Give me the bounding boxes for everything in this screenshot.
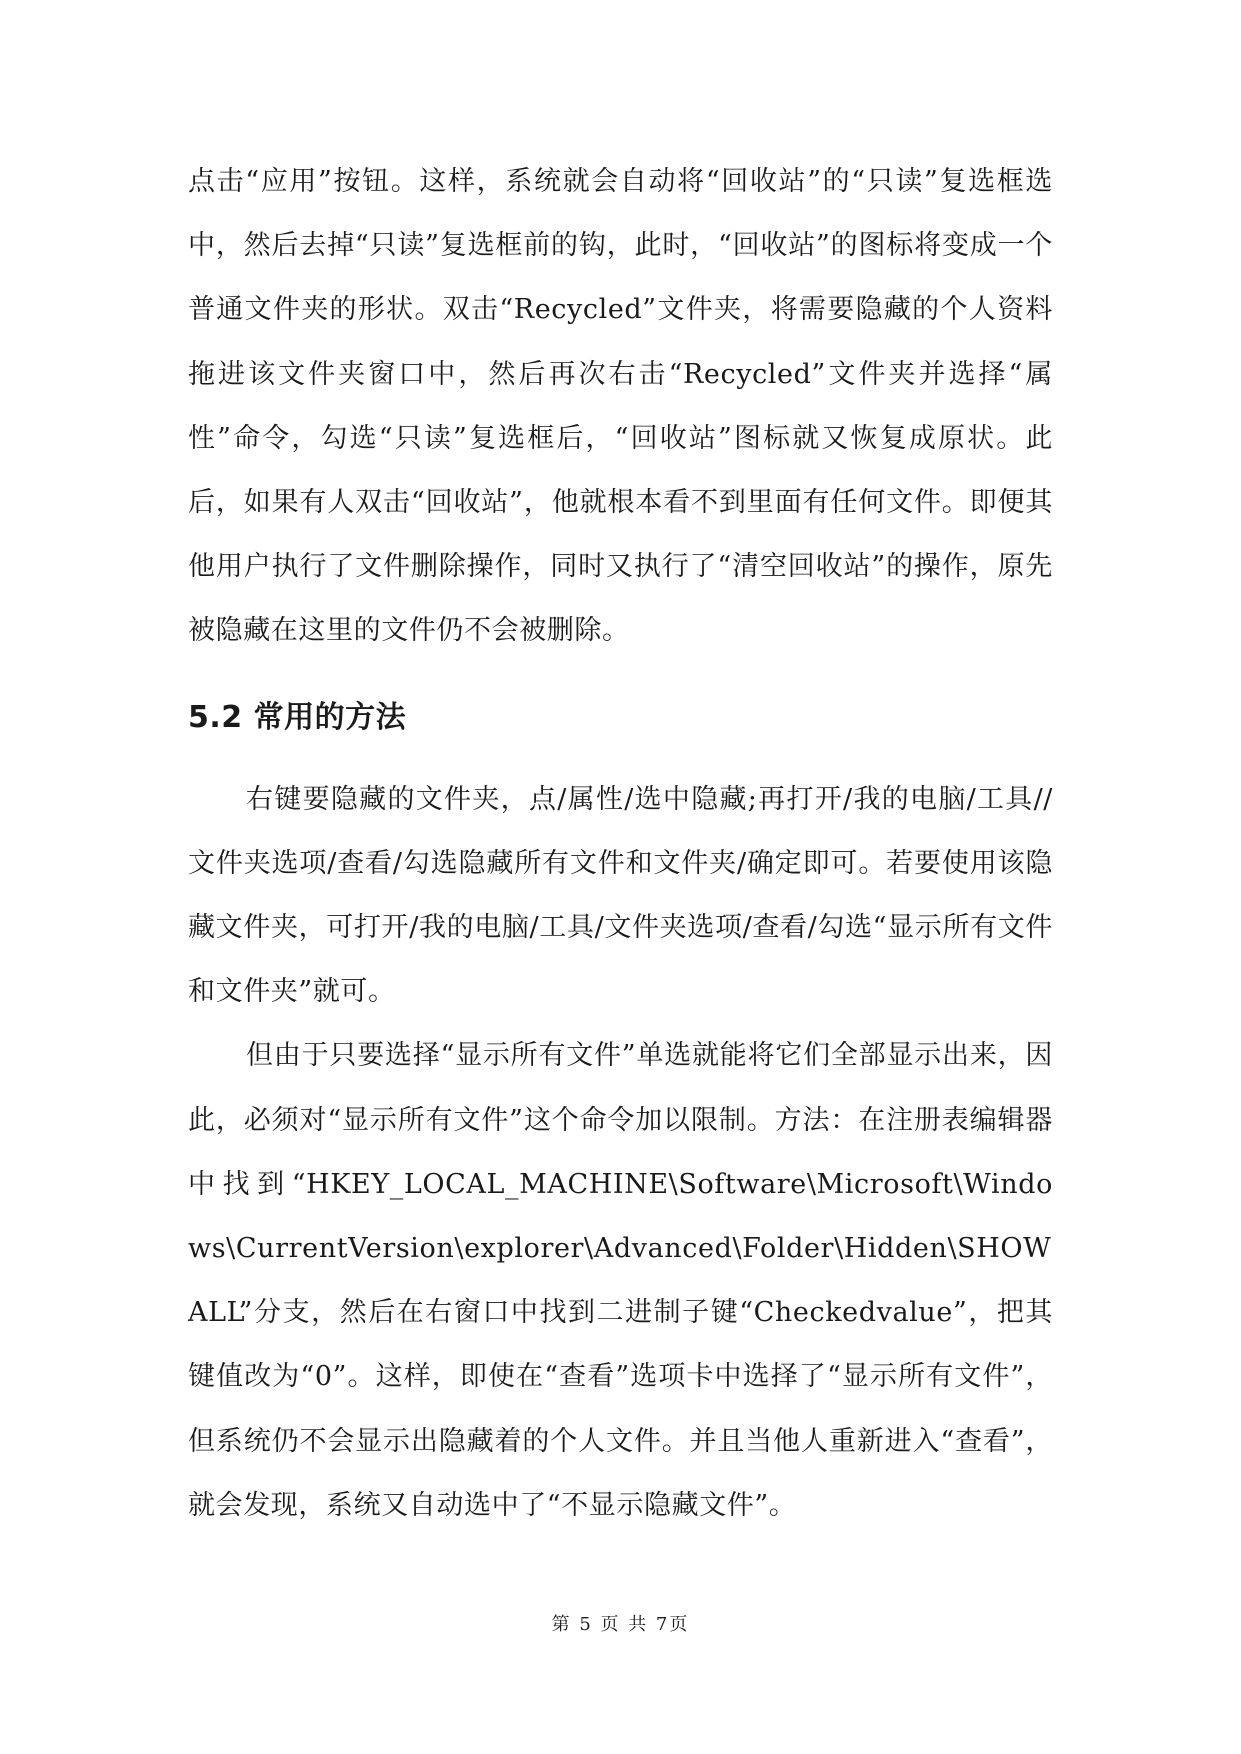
- paragraph-registry-method: 但由于只要选择“显示所有文件”单选就能将它们全部显示出来，因此，必须对“显示所有文件”这个命令加以限制。方法：在注册表编辑器中找到“HKEY_LOCAL_MACHINE\Software\Microsoft\Windows\CurrentVersion\explorer\Advanced\Folder\Hidden\SHOWALL”分支，然后在右窗口中找到二进制子键“Checkedvalue”，把其键值改为“0”。这样，即使在“查看”选项卡中选择了“显示所有文件”，但系统仍不会显示出隐藏着的个人文件。并且当他人重新进入“查看”，就会发现，系统又自动选中了“不显示隐藏文件”。: [188, 1040, 1053, 1521]
- page-footer: 第 5 页 共 7页: [551, 1614, 690, 1635]
- document-body: [188, 150, 1053, 1538]
- paragraph-recycle-bin: 点击“应用”按钮。这样，系统就会自动将“回收站”的“只读”复选框选中，然后去掉“只读”复选框前的钩，此时，“回收站”的图标将变成一个普通文件夹的形状。双击“Recycled”文件夹，将需要隐藏的个人资料拖进该文件夹窗口中，然后再次右击“Recycled”文件夹并选择“属性”命令，勾选“只读”复选框后，“回收站”图标就又恢复成原状。此后，如果有人双击“回收站”，他就根本看不到里面有任何文件。即便其他用户执行了文件删除操作，同时又执行了“清空回收站”的操作，原先被隐藏在这里的文件仍不会被删除。: [188, 166, 1053, 647]
- section-heading: 5.2 常用的方法: [188, 699, 407, 735]
- paragraph-hide-method: 右键要隐藏的文件夹，点/属性/选中隐藏;再打开/我的电脑/工具//文件夹选项/查看/勾选隐藏所有文件和文件夹/确定即可。若要使用该隐藏文件夹，可打开/我的电脑/工具/文件夹选项/查看/勾选“显示所有文件和文件夹”就可。: [188, 783, 1053, 1008]
